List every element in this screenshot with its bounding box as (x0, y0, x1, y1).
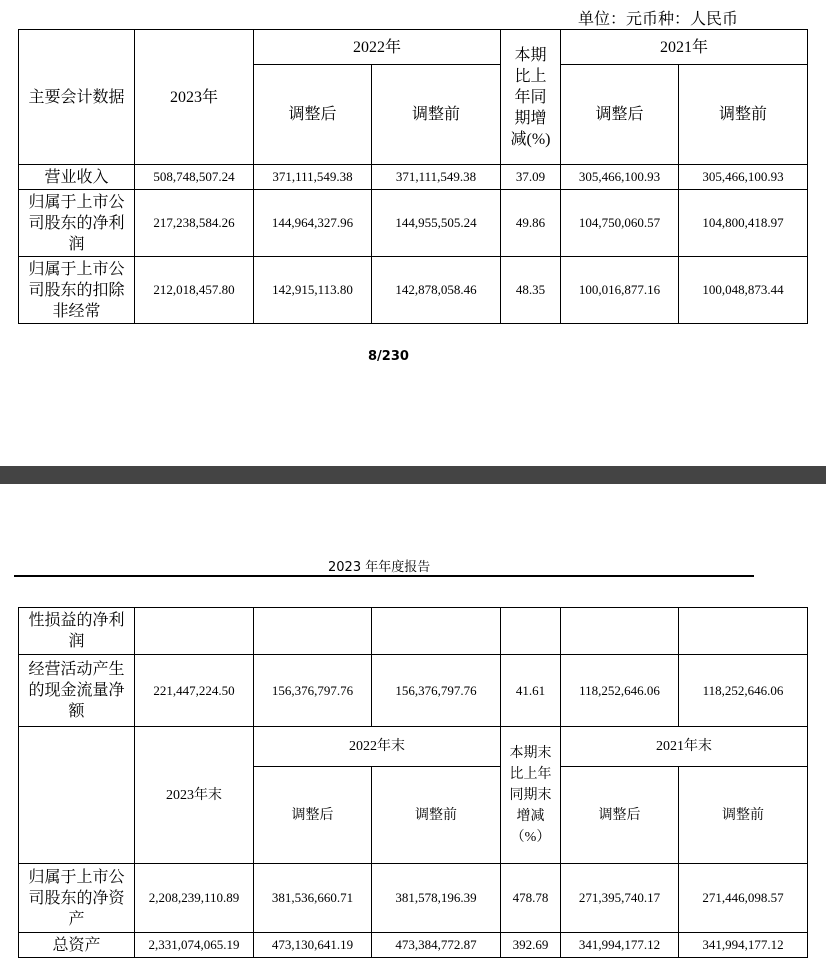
cell-change: 41.61 (501, 655, 561, 727)
cell-2021-before: 341,994,177.12 (679, 933, 808, 958)
header-blank-cell (19, 727, 135, 864)
cell-2021-after (561, 608, 679, 655)
header-change: 本期比上年同期增减(%) (501, 30, 561, 165)
cell-2022-after: 381,536,660.71 (254, 864, 372, 933)
header-2021-end: 2021年末 (561, 727, 808, 767)
row-label: 归属于上市公司股东的净利润 (19, 190, 135, 257)
unit-label: 单位：元币种：人民币 (578, 9, 739, 28)
header-2023: 2023年 (135, 30, 254, 165)
row-label: 归属于上市公司股东的净资产 (19, 864, 135, 933)
cell-2022-after: 156,376,797.76 (254, 655, 372, 727)
cell-2021-after: 104,750,060.57 (561, 190, 679, 257)
table-row (19, 655, 808, 727)
header-2021-adjusted-before: 调整前 (679, 65, 808, 165)
cell-change: 49.86 (501, 190, 561, 257)
table-row (19, 165, 808, 190)
cell-2021-after: 271,395,740.17 (561, 864, 679, 933)
cell-change: 37.09 (501, 165, 561, 190)
header-2021-adjusted-after: 调整后 (561, 767, 679, 864)
header-main-data: 主要会计数据 (19, 30, 135, 165)
cell-2023: 2,331,074,065.19 (135, 933, 254, 958)
cell-2022-after: 142,915,113.80 (254, 257, 372, 324)
cell-2022-before: 144,955,505.24 (372, 190, 501, 257)
cell-2022-before: 156,376,797.76 (372, 655, 501, 727)
table-row (19, 190, 808, 257)
cell-2023: 508,748,507.24 (135, 165, 254, 190)
row-label: 性损益的净利润 (19, 608, 135, 655)
header-2022: 2022年 (254, 30, 501, 65)
header-2021-adjusted-after: 调整后 (561, 65, 679, 165)
cell-2021-after: 341,994,177.12 (561, 933, 679, 958)
report-title: 2023 年年度报告 (328, 560, 431, 575)
cell-2021-after: 305,466,100.93 (561, 165, 679, 190)
header-2021: 2021年 (561, 30, 808, 65)
table-row (19, 608, 808, 655)
header-change-end: 本期末比上年同期末增减（%） (501, 727, 561, 864)
header-2022-adjusted-after: 调整后 (254, 65, 372, 165)
cell-2022-before: 142,878,058.46 (372, 257, 501, 324)
cell-2021-before (679, 608, 808, 655)
header-2022-adjusted-before: 调整前 (372, 65, 501, 165)
cell-change (501, 608, 561, 655)
row-label: 归属于上市公司股东的扣除非经常 (19, 257, 135, 324)
cell-2022-after: 144,964,327.96 (254, 190, 372, 257)
cell-2022-after: 473,130,641.19 (254, 933, 372, 958)
page-separator (0, 466, 826, 484)
header-2022-end: 2022年末 (254, 727, 501, 767)
cell-change: 48.35 (501, 257, 561, 324)
cell-2023: 217,238,584.26 (135, 190, 254, 257)
table-row (19, 257, 808, 324)
page-number: 8/230 (368, 349, 409, 364)
cell-2021-after: 100,016,877.16 (561, 257, 679, 324)
cell-2021-before: 100,048,873.44 (679, 257, 808, 324)
row-label: 总资产 (19, 933, 135, 958)
table-row (19, 864, 808, 933)
header-2022-adjusted-after: 调整后 (254, 767, 372, 864)
cell-2023: 212,018,457.80 (135, 257, 254, 324)
cell-2022-after: 371,111,549.38 (254, 165, 372, 190)
cell-2021-before: 305,466,100.93 (679, 165, 808, 190)
table-row (19, 933, 808, 958)
cell-2021-before: 118,252,646.06 (679, 655, 808, 727)
header-2023-end: 2023年末 (135, 727, 254, 864)
cell-2023: 221,447,224.50 (135, 655, 254, 727)
header-2021-adjusted-before: 调整前 (679, 767, 808, 864)
row-label: 营业收入 (19, 165, 135, 190)
cell-2022-after (254, 608, 372, 655)
cell-2021-before: 104,800,418.97 (679, 190, 808, 257)
cell-2022-before: 371,111,549.38 (372, 165, 501, 190)
cell-change: 392.69 (501, 933, 561, 958)
cell-2022-before: 473,384,772.87 (372, 933, 501, 958)
cell-2021-after: 118,252,646.06 (561, 655, 679, 727)
cell-2023 (135, 608, 254, 655)
key-accounting-data-table-continued (18, 607, 808, 958)
header-rule (14, 575, 754, 577)
cell-2022-before: 381,578,196.39 (372, 864, 501, 933)
cell-2022-before (372, 608, 501, 655)
key-accounting-data-table (18, 29, 808, 324)
cell-2021-before: 271,446,098.57 (679, 864, 808, 933)
row-label: 经营活动产生的现金流量净额 (19, 655, 135, 727)
cell-change: 478.78 (501, 864, 561, 933)
header-2022-adjusted-before: 调整前 (372, 767, 501, 864)
cell-2023: 2,208,239,110.89 (135, 864, 254, 933)
